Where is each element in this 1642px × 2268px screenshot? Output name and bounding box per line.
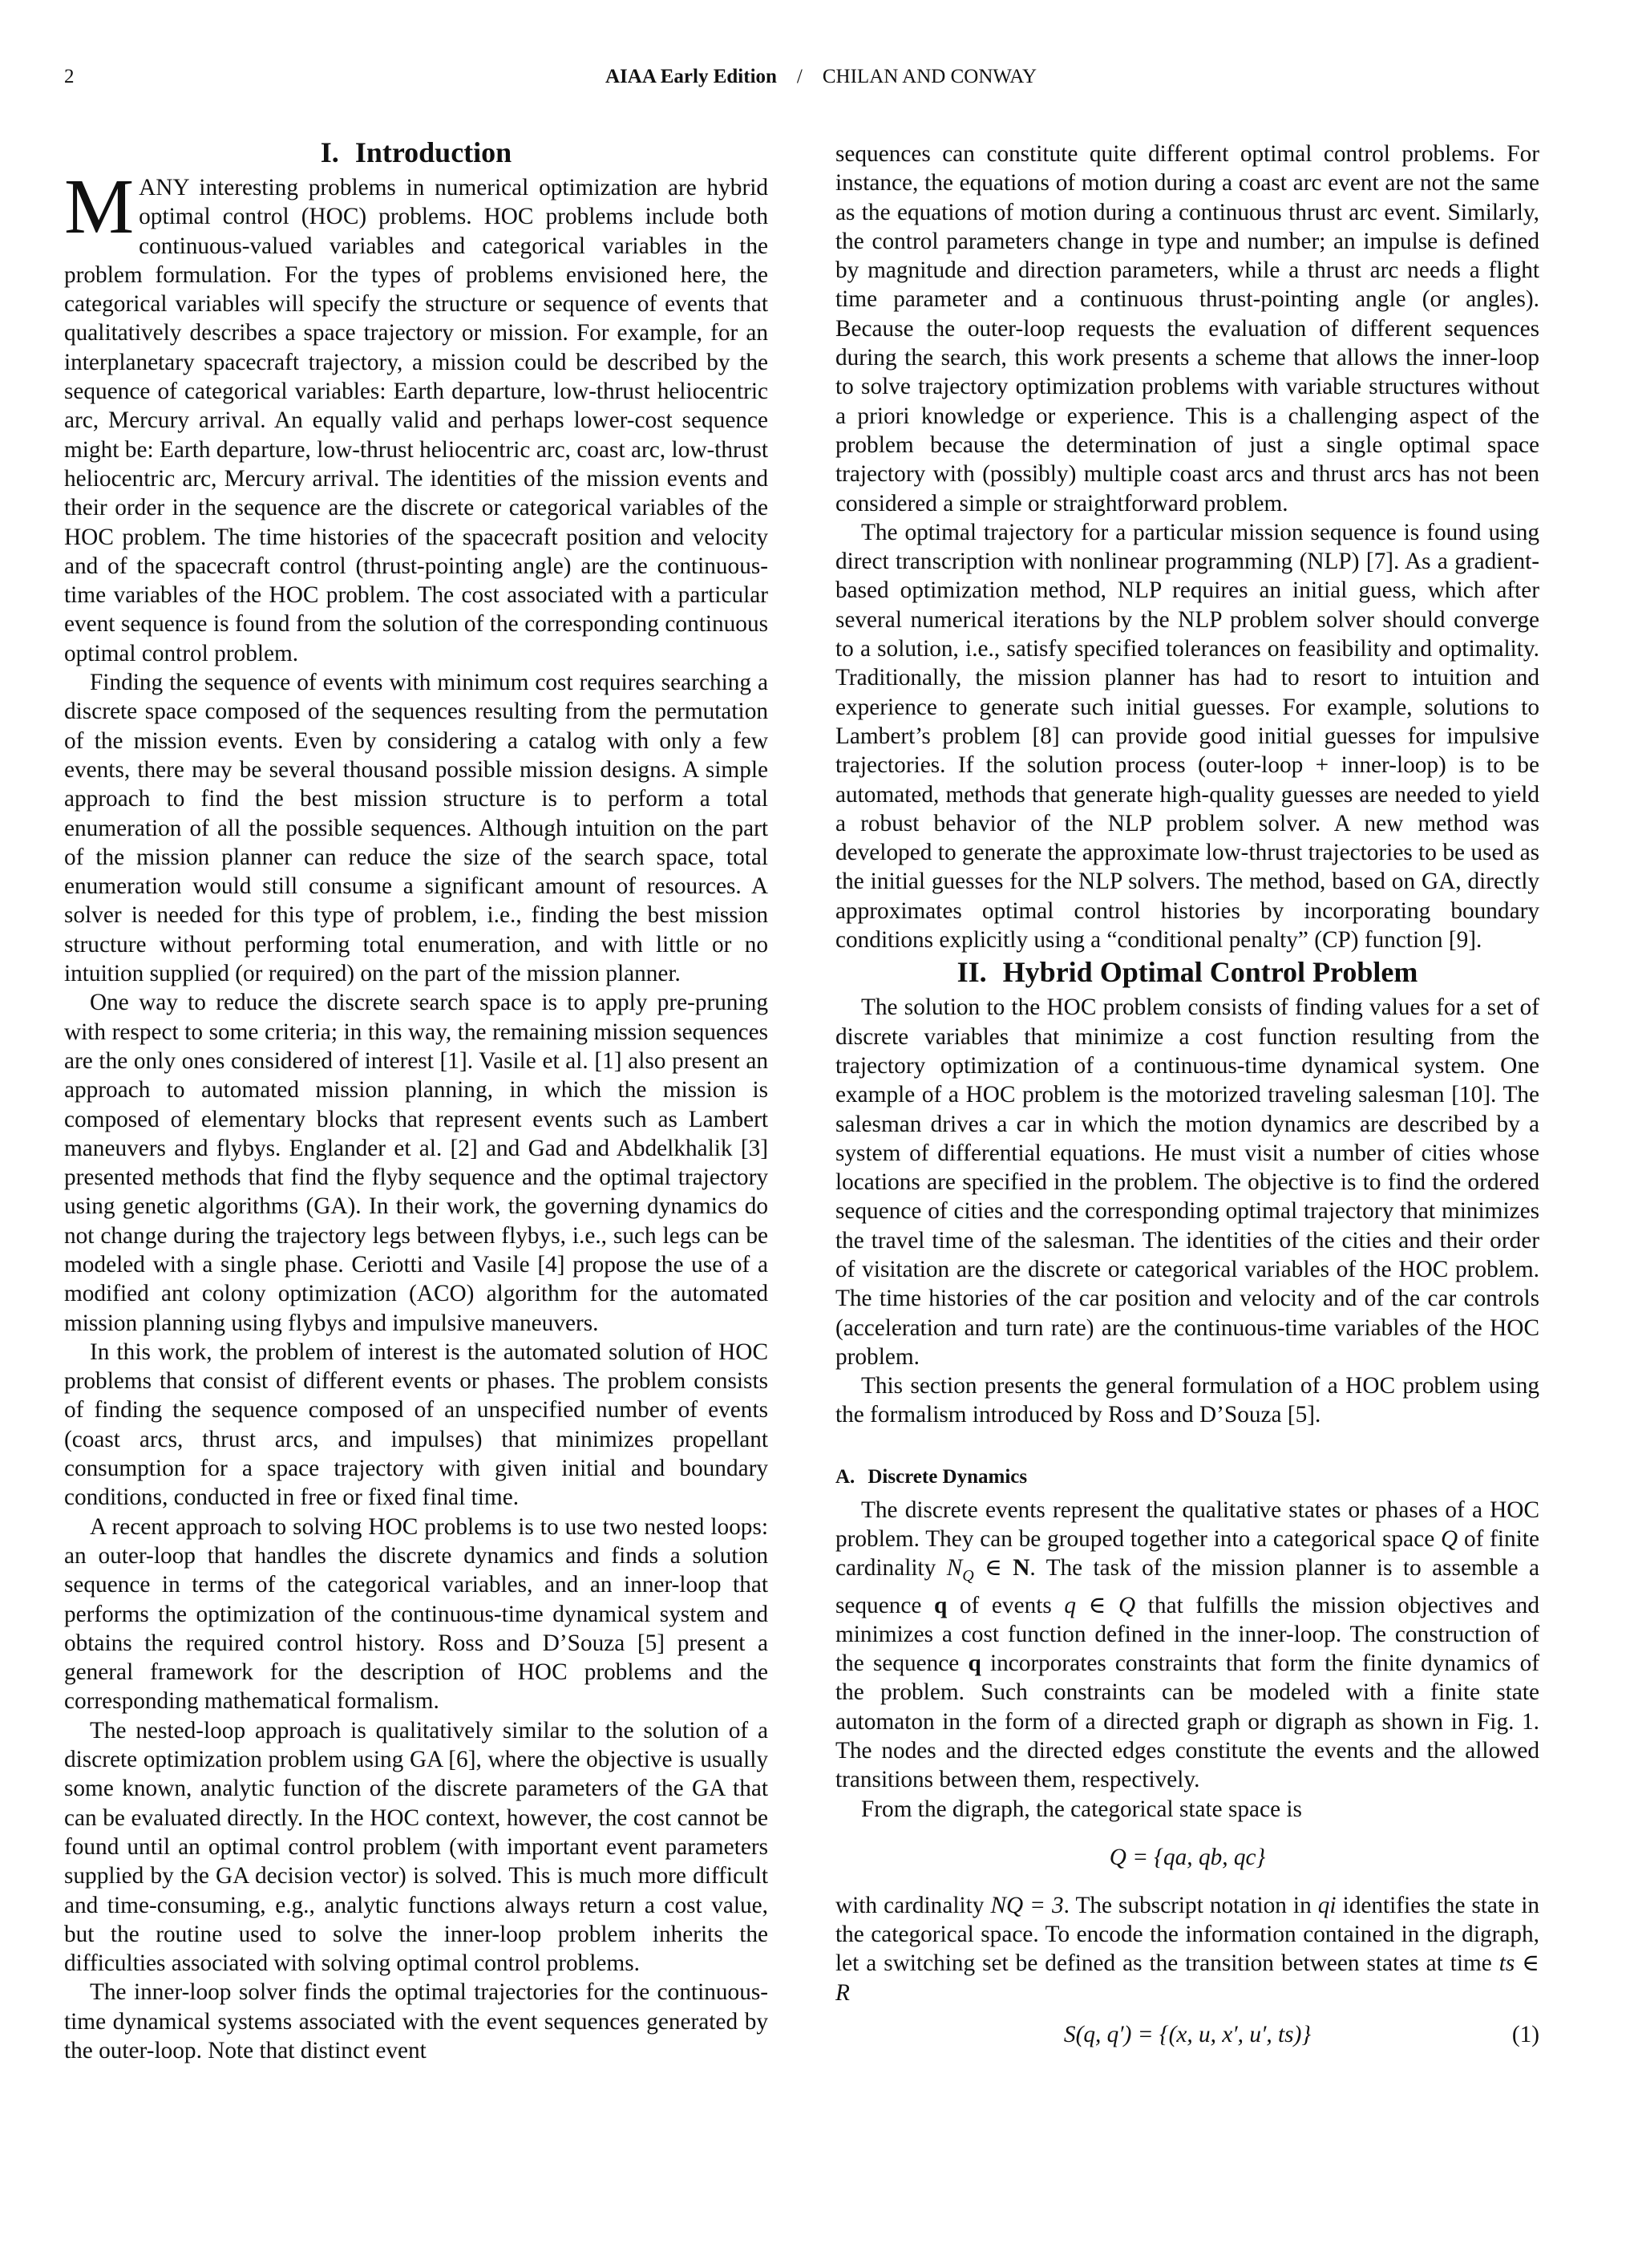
discrete-paragraph-3: with cardinality NQ = 3. The subscript notation in qi identifies the state in the categorical space. To encode the information contained in the digraph, let a switching set be defined as the transition between states at time ts ∈ R [835, 1892, 1539, 2006]
header-authors: CHILAN AND CONWAY [822, 66, 1037, 87]
intro-paragraph-5: A recent approach to solving HOC problems is to use two nested loops: an outer-loop that handles the discrete dynamics and finds a solution sequence in terms of the categorical variables, and an inner-loop that performs the optimization of the continuous-time dynamical system and obtains the required control history. Ross and D’Souza [5] present a general framework for the description of HOC problems and the corresponding mathematical formalism. [64, 1513, 768, 1715]
running-header [64, 66, 1578, 98]
section-number: I. [320, 136, 339, 168]
subsection-number: A. [835, 1465, 855, 1488]
header-separator: / [796, 66, 803, 87]
intro-paragraph-7: The inner-loop solver finds the optimal trajectories for the continuous-time dynamical systems associated with the event sequences generated by the outer-loop. Note that distinct event [64, 1979, 768, 2063]
drop-cap: M [64, 164, 135, 250]
equation-1-body: S(q, q′) = {(x, u, x′, u′, ts)} [1063, 2022, 1312, 2048]
section-number: II. [956, 956, 987, 989]
running-title [64, 66, 1578, 88]
intro-paragraph-2: Finding the sequence of events with minimum cost requires searching a discrete space composed of the sequences resulting from the permutation of the mission events. Even by considering a catalog with only a few events, there may be several thousand possible mission designs. A simple approach to find the best mission structure is to perform a total enumeration of all the possible sequences. Although intuition on the part of the mission planner can reduce the size of the search space, total enumeration would still consume a significant amount of resources. A solver is needed for this type of problem, i.e., finding the best mission structure without performing total enumeration, and with little or no intuition supplied (or required) on the part of the mission planner. [64, 670, 768, 987]
journal-edition: AIAA Early Edition [605, 66, 777, 87]
discrete-paragraph-1: The discrete events represent the qualitative states or phases of a HOC problem. They can be grouped together into a categorical space Q of finite cardinality $N_Q$ ∈ N. The task of the mission planner is to assemble a sequence q of events q ∈ Q that fulfills the mission objectives and minimizes a cost function defined in the inner-loop. The construction of the sequence q incorporates constraints that form the finite dynamics of the problem. Such constraints can be modeled with a finite state automaton in the form of a directed graph or digraph as shown in Fig. 1. The nodes and the directed edges constitute the events and the allowed transitions between them, respectively. [835, 1496, 1539, 1793]
subsection-heading-discrete-dynamics [835, 1465, 1539, 1489]
intro-paragraph-1-text: ANY interesting problems in numerical optimization are hybrid optimal control (HOC) problems. HOC problems include both continuous-valued variables and categorical variables in the problem formulation. For the types of problems envisioned here, the categorical variables will specify the structure or sequence of events that qualitatively describes a space trajectory or mission. For example, for an interplanetary spacecraft trajectory, a mission could be described by the sequence of categorical variables: Earth departure, low-thrust heliocentric arc, Mercury arrival. An equally valid and perhaps lower-cost sequence might be: Earth departure, low-thrust heliocentric arc, coast arc, low-thrust heliocentric arc, Mercury arrival. The identities of the mission events and their order in the sequence are the discrete or categorical variables of the HOC problem. The time histories of the spacecraft position and velocity and of the spacecraft control (thrust-pointing angle) are the continuous-time variables of the HOC problem. The cost associated with a particular event sequence is found from the solution of the corresponding continuous optimal control problem. [64, 175, 768, 666]
equation-1 [835, 2019, 1539, 2051]
section-title: Hybrid Optimal Control Problem [1002, 956, 1418, 989]
intro-paragraph-1 [64, 164, 768, 668]
discrete-paragraph-2: From the digraph, the categorical state space is [861, 1796, 1302, 1822]
equation-1-number: (1) [1511, 2022, 1539, 2048]
section-title: Introduction [354, 136, 512, 168]
equation-state-space: Q = {qa, qb, qc} [1109, 1844, 1266, 1870]
hoc-paragraph-2: This section presents the general formulation of a HOC problem using the formalism introduced by Ross and D’Souza [5]. [835, 1373, 1539, 1428]
right-column [835, 140, 1539, 2068]
left-column [64, 135, 768, 2065]
hoc-paragraph-1: The solution to the HOC problem consists of finding values for a set of discrete variables that minimize a cost function resulting from the trajectory optimization of a continuous-time dynamical system. One example of a HOC problem is the motorized traveling salesman [10]. The salesman drives a car in which the motion dynamics are described by a system of differential equations. He must visit a number of cities whose locations are specified in the problem. The objective is to find the ordered sequence of cities and the corresponding optimal trajectory that minimizes the travel time of the salesman. The identities of the cities and their order of visitation are the discrete or categorical variables of the HOC problem. The time histories of the car position and velocity and of the car controls (acceleration and turn rate) are the continuous-time variables of the HOC problem. [835, 994, 1539, 1370]
page-number: 2 [64, 66, 75, 87]
section-heading-hoc [835, 954, 1539, 990]
intro-paragraph-4: In this work, the problem of interest is the automated solution of HOC problems that consist of different events or phases. The problem consists of finding the sequence composed of an unspecified number of events (coast arcs, thrust arcs, and impulses) that minimizes propellant consumption for a space trajectory with given initial and boundary conditions, conducted in free or fixed final time. [64, 1339, 768, 1511]
intro-paragraph-continued: sequences can constitute quite different optimal control problems. For instance, the equations of motion during a coast arc event are not the same as the equations of motion during a continuous thrust arc event. Similarly, the control parameters change in type and number; an impulse is defined by magnitude and direction parameters, while a thrust arc needs a flight time parameter and a continuous thrust-pointing angle (or angles). Because the outer-loop requests the evaluation of different sequences during the search, this work presents a scheme that allows the inner-loop to solve trajectory optimization problems with variable structures without a priori knowledge or experience. This is a challenging aspect of the problem because the determination of just a single optimal space trajectory with (possibly) multiple coast arcs and thrust arcs has not been considered a simple or straightforward problem. [835, 141, 1539, 516]
subsection-title: Discrete Dynamics [868, 1465, 1028, 1488]
section-heading-introduction [64, 135, 768, 170]
intro-paragraph-6: The nested-loop approach is qualitatively similar to the solution of a discrete optimization problem using GA [6], where the objective is usually some known, analytic function of the discrete parameters of the GA that can be evaluated directly. In the HOC context, however, the cost cannot be found until an optimal control problem (with important event parameters supplied by the GA decision vector) is solved. This is much more difficult and time-consuming, e.g., analytic functions always return a cost value, but the routine used to solve the inner-loop problem inherits the difficulties associated with solving optimal control problems. [64, 1717, 768, 1977]
intro-paragraph-nlp: The optimal trajectory for a particular mission sequence is found using direct transcription with nonlinear programming (NLP) [7]. As a gradient-based optimization method, NLP requires an initial guess, which after several numerical iterations by the NLP problem solver should converge to a solution, i.e., satisfy specified tolerances on feasibility and optimality. Traditionally, the mission planner has had to resort to intuition and experience to generate such initial guesses. For example, solutions to Lambert’s problem [8] can provide good initial guesses for impulsive trajectories. If the solution process (outer-loop + inner-loop) is to be automated, methods that generate high-quality guesses are needed to yield a robust behavior of the NLP problem solver. A new method was developed to generate the approximate low-thrust trajectories to be used as the initial guesses for the NLP solvers. The method, based on GA, directly approximates optimal control histories by incorporating boundary conditions explicitly using a “conditional penalty” (CP) function [9]. [835, 519, 1539, 954]
intro-paragraph-3: One way to reduce the discrete search space is to apply pre-pruning with respect to some criteria; in this way, the remaining mission sequences are the only ones considered of interest [1]. Vasile et al. [1] also present an approach to automated mission planning, in which the mission is composed of elementary blocks that represent events such as Lambert maneuvers and flybys. Englander et al. [2] and Gad and Abdelkhalik [3] presented methods that find the flyby sequence and the optimal trajectory using genetic algorithms (GA). In their work, the governing dynamics do not change during the trajectory legs between flybys, i.e., such legs can be modeled with a single phase. Ceriotti and Vasile [4] propose the use of a modified ant colony optimization (ACO) algorithm for the automated mission planning using flybys and impulsive maneuvers. [64, 990, 768, 1336]
